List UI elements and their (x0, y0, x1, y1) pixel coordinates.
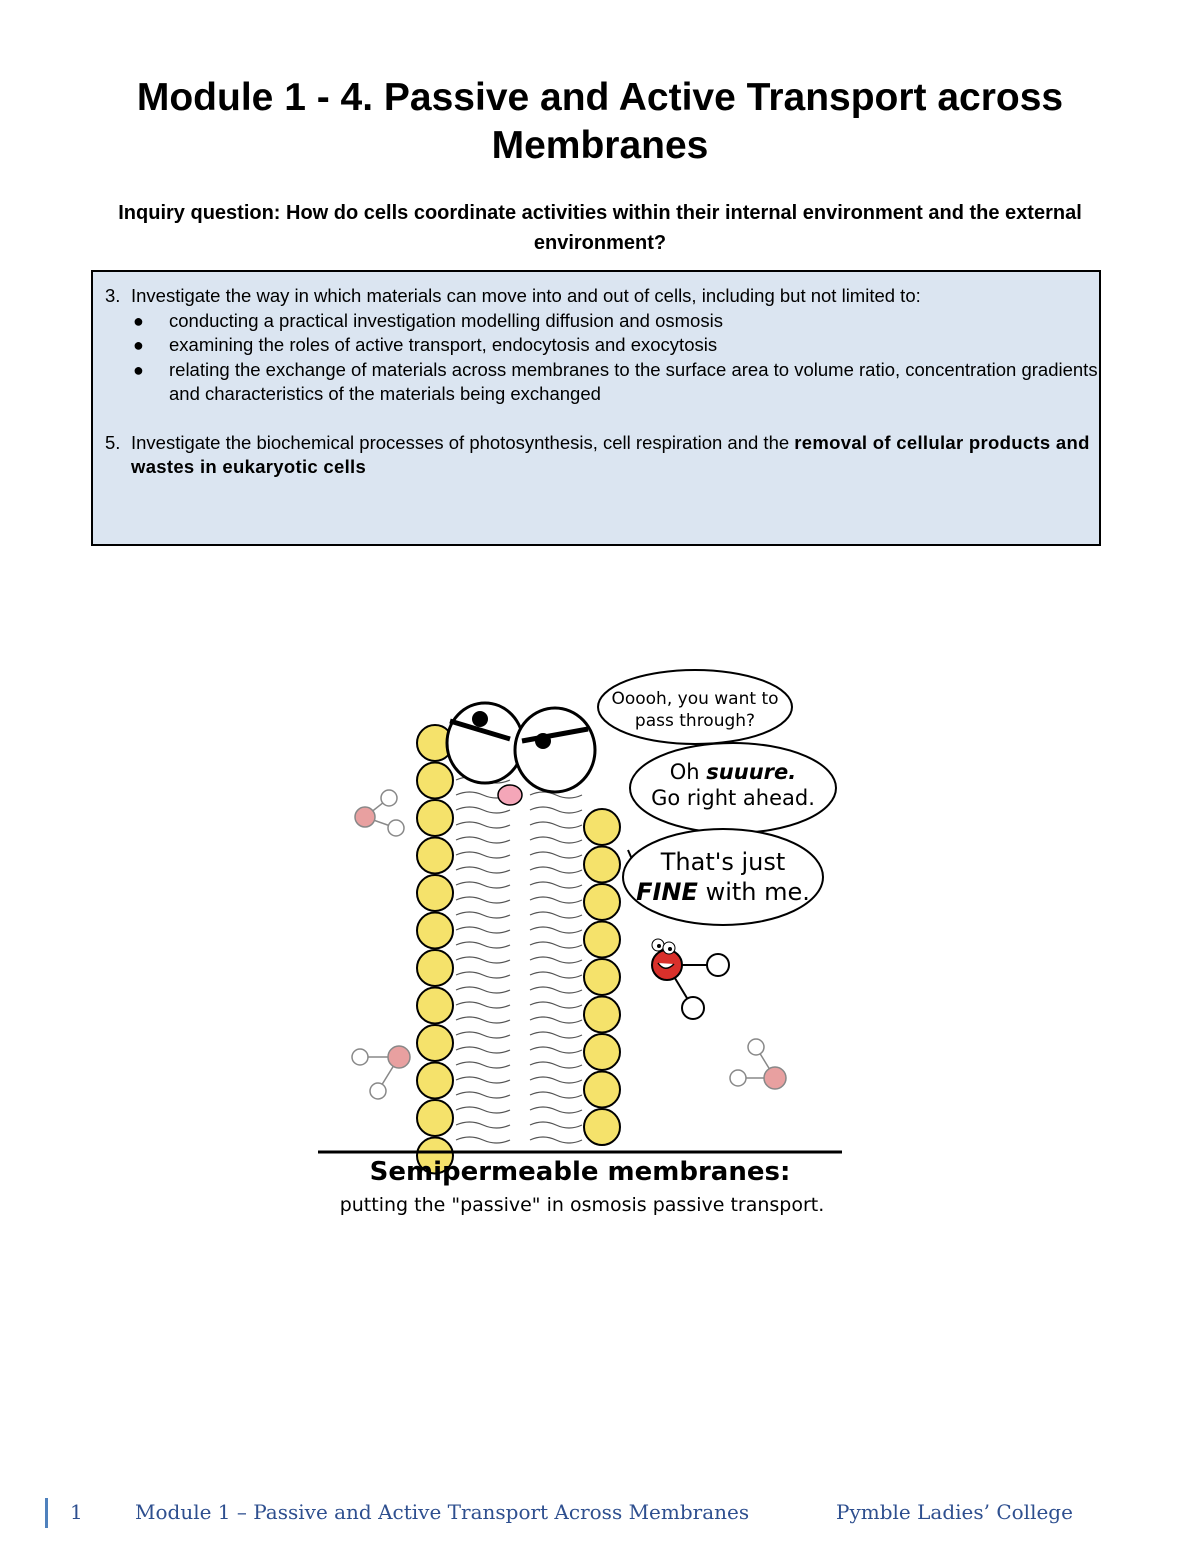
phospholipid-head (417, 913, 453, 949)
lipid-tail (530, 897, 582, 903)
membrane-cartoon (310, 655, 855, 1225)
lipid-tail (530, 807, 582, 813)
lipid-tail (530, 972, 582, 978)
page-title: Module 1 - 4. Passive and Active Transport across Membranes (136, 76, 1064, 167)
phospholipid-head (417, 1063, 453, 1099)
lipid-tail (530, 1122, 582, 1128)
phospholipid-head (584, 1109, 620, 1145)
speech-bubble-2 (630, 743, 836, 833)
happy-water-molecule-icon (652, 939, 729, 1019)
lipid-tail (530, 987, 582, 993)
lipid-tail (456, 852, 510, 858)
phospholipid-head (417, 838, 453, 874)
bubble-2-line-2: Go right ahead. (651, 786, 815, 810)
bubble-3-line-2: FINE with me. (636, 878, 810, 906)
lipid-tail (456, 1047, 510, 1053)
lipid-tail (530, 867, 582, 873)
water-molecule-icon (355, 790, 404, 836)
lipid-tail (456, 942, 510, 948)
lipid-tail (530, 882, 582, 888)
water-molecule-icon (352, 1046, 410, 1099)
phospholipid-head (584, 997, 620, 1033)
list-item: ● relating the exchange of materials across membranes to the surface area to volume ratio, concentration gradients and characteristics of the materials being exchanged (133, 358, 1098, 404)
membrane-face (447, 703, 595, 805)
outcome-5-bold-text: removal of cellular products and wastes in eukaryotic cells (131, 431, 1090, 477)
bubble-1-line-2: pass through? (634, 711, 756, 731)
lipid-tail (530, 1077, 582, 1083)
lipid-tail (530, 942, 582, 948)
lipid-tail (530, 837, 582, 843)
lipid-tail (456, 927, 510, 933)
phospholipid-head (417, 1100, 453, 1136)
lipid-tail (456, 957, 510, 963)
list-item: ● conducting a practical investigation modelling diffusion and osmosis (131, 309, 1099, 334)
outcome-5 (105, 431, 1099, 480)
lipid-tail (530, 1062, 582, 1068)
lipid-tail (456, 912, 510, 918)
lipid-tail (530, 1137, 582, 1143)
lipid-tail (456, 1032, 510, 1038)
water-molecule-icon (730, 1039, 786, 1089)
phospholipid-head (584, 884, 620, 920)
phospholipid-head (417, 1025, 453, 1061)
lipid-tail (456, 822, 510, 828)
lipid-tail (456, 837, 510, 843)
phospholipid-head (417, 763, 453, 799)
lipid-tails (456, 762, 582, 1143)
phospholipid-head (417, 988, 453, 1024)
phospholipid-head (584, 847, 620, 883)
outcome-5-text: Investigate the biochemical processes of photosynthesis, cell respiration and the (131, 431, 790, 453)
lipid-tail (456, 1137, 510, 1143)
lipid-tail (456, 1077, 510, 1083)
lipid-tail (530, 912, 582, 918)
lipid-tail (530, 852, 582, 858)
footer-module-title: Module 1 – Passive and Active Transport Across Membranes (135, 1500, 750, 1524)
bullet-icon: ● (133, 310, 144, 331)
footer-divider (45, 1498, 48, 1528)
speech-bubble-1 (598, 670, 792, 744)
outcome-3 (105, 284, 1099, 407)
cartoon-caption-title: Semipermeable membranes: (369, 1157, 791, 1187)
phospholipid-heads-left (417, 725, 453, 1174)
lipid-tail (530, 1107, 582, 1113)
lipid-tail (456, 987, 510, 993)
syllabus-outcomes-box (91, 270, 1101, 546)
phospholipid-head (584, 1034, 620, 1070)
phospholipid-head (584, 959, 620, 995)
outcome-3-bullets (131, 309, 1099, 407)
lipid-tail (530, 1047, 582, 1053)
lipid-tail (530, 1002, 582, 1008)
lipid-tail (530, 1092, 582, 1098)
phospholipid-head (584, 809, 620, 845)
page-number: 1 (70, 1500, 83, 1524)
phospholipid-head (417, 800, 453, 836)
outcome-5-number: 5. (105, 431, 121, 453)
lipid-tail (530, 927, 582, 933)
cartoon-caption-subtitle: putting the "passive" in osmosis passive transport. (339, 1194, 825, 1216)
lipid-tail (530, 1017, 582, 1023)
bubble-2-line-1: Oh suuure. (669, 760, 797, 784)
phospholipid-head (584, 1072, 620, 1108)
lipid-tail (456, 882, 510, 888)
lipid-tail (456, 1017, 510, 1023)
lipid-tail (456, 1122, 510, 1128)
list-item: ● examining the roles of active transport, endocytosis and exocytosis (131, 333, 1099, 358)
lipid-tail (456, 1107, 510, 1113)
lipid-tail (456, 897, 510, 903)
bubble-3-line-1: That's just (660, 848, 786, 876)
outcome-3-number: 3. (105, 285, 121, 306)
page-footer (40, 1496, 1160, 1532)
bullet-icon: ● (133, 359, 144, 380)
phospholipid-head (417, 950, 453, 986)
lipid-tail (456, 972, 510, 978)
lipid-tail (456, 1092, 510, 1098)
phospholipid-head (584, 922, 620, 958)
speech-bubble-3 (623, 829, 823, 925)
lipid-tail (456, 1002, 510, 1008)
lipid-tail (456, 867, 510, 873)
lipid-tail (456, 1062, 510, 1068)
bullet-icon: ● (133, 335, 144, 355)
bubble-1-line-1: Ooooh, you want to (611, 689, 779, 709)
footer-school-name: Pymble Ladies’ College (836, 1500, 1073, 1524)
outcome-3-text: Investigate the way in which materials can move into and out of cells, including but not limited to: (131, 285, 921, 306)
lipid-tail (456, 807, 510, 813)
inquiry-question: Inquiry question: How do cells coordinate activities within their internal environment and the external environment? (118, 202, 1082, 254)
phospholipid-heads-right (584, 809, 620, 1145)
lipid-tail (530, 957, 582, 963)
lipid-tail (530, 1032, 582, 1038)
phospholipid-head (417, 875, 453, 911)
lipid-tail (530, 822, 582, 828)
